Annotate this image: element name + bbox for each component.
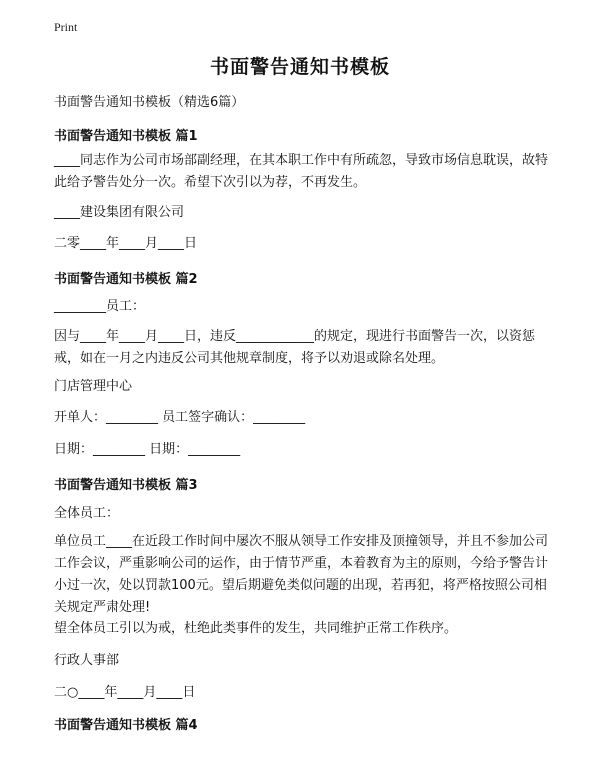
section-3-body: 单位员工____在近段工作时间中屡次不服从领导工作安排及顶撞领导，并且不参加公司工作会议，严重影响公司的运作，由于情节严重，本着教育为主的原则，今给予警告计小过一次，处以罚款100元。望后期避免类似问题的出现，若再犯，将严格按照公司相关规定严肃处理! <box>54 534 549 615</box>
document-subtitle: 书面警告通知书模板（精选6篇） <box>54 95 245 110</box>
section-2-date-line: 日期：________ 日期：________ <box>54 442 241 457</box>
section-1-body: ____同志作为公司市场部副经理，在其本职工作中有所疏忽，导致市场信息耽误，故特此给予警告处分一次。希望下次引以为荐，不再发生。 <box>54 153 549 190</box>
section-2-issuer: 门店管理中心 <box>54 379 133 394</box>
section-heading-2: 书面警告通知书模板 篇2 <box>54 272 198 287</box>
document-title: 书面警告通知书模板 <box>209 56 390 78</box>
section-1-date: 二零____年____月____日 <box>54 236 198 251</box>
section-2-body: 因与____年____月____日，违反____________的规定，现进行书面警告一次，以资惩戒，如在一月之内违反公司其他规章制度，将予以劝退或除名处理。 <box>54 329 536 366</box>
section-1-issuer: ____建设集团有限公司 <box>54 205 185 220</box>
section-3-issuer: 行政人事部 <box>54 653 120 668</box>
section-heading-4: 书面警告通知书模板 篇4 <box>54 718 198 733</box>
section-heading-3: 书面警告通知书模板 篇3 <box>54 478 198 493</box>
section-2-salutation: ________员工： <box>54 299 146 314</box>
section-3-salutation: 全体员工： <box>54 506 120 521</box>
section-2-sign-line: 开单人：________ 员工签字确认：________ <box>54 410 306 425</box>
section-3-date: 二○____年____月____日 <box>54 685 196 700</box>
print-label[interactable]: Print <box>54 20 78 34</box>
section-heading-1: 书面警告通知书模板 篇1 <box>54 129 198 144</box>
section-3-closing: 望全体员工引以为戒，杜绝此类事件的发生，共同维护正常工作秩序。 <box>54 621 458 636</box>
